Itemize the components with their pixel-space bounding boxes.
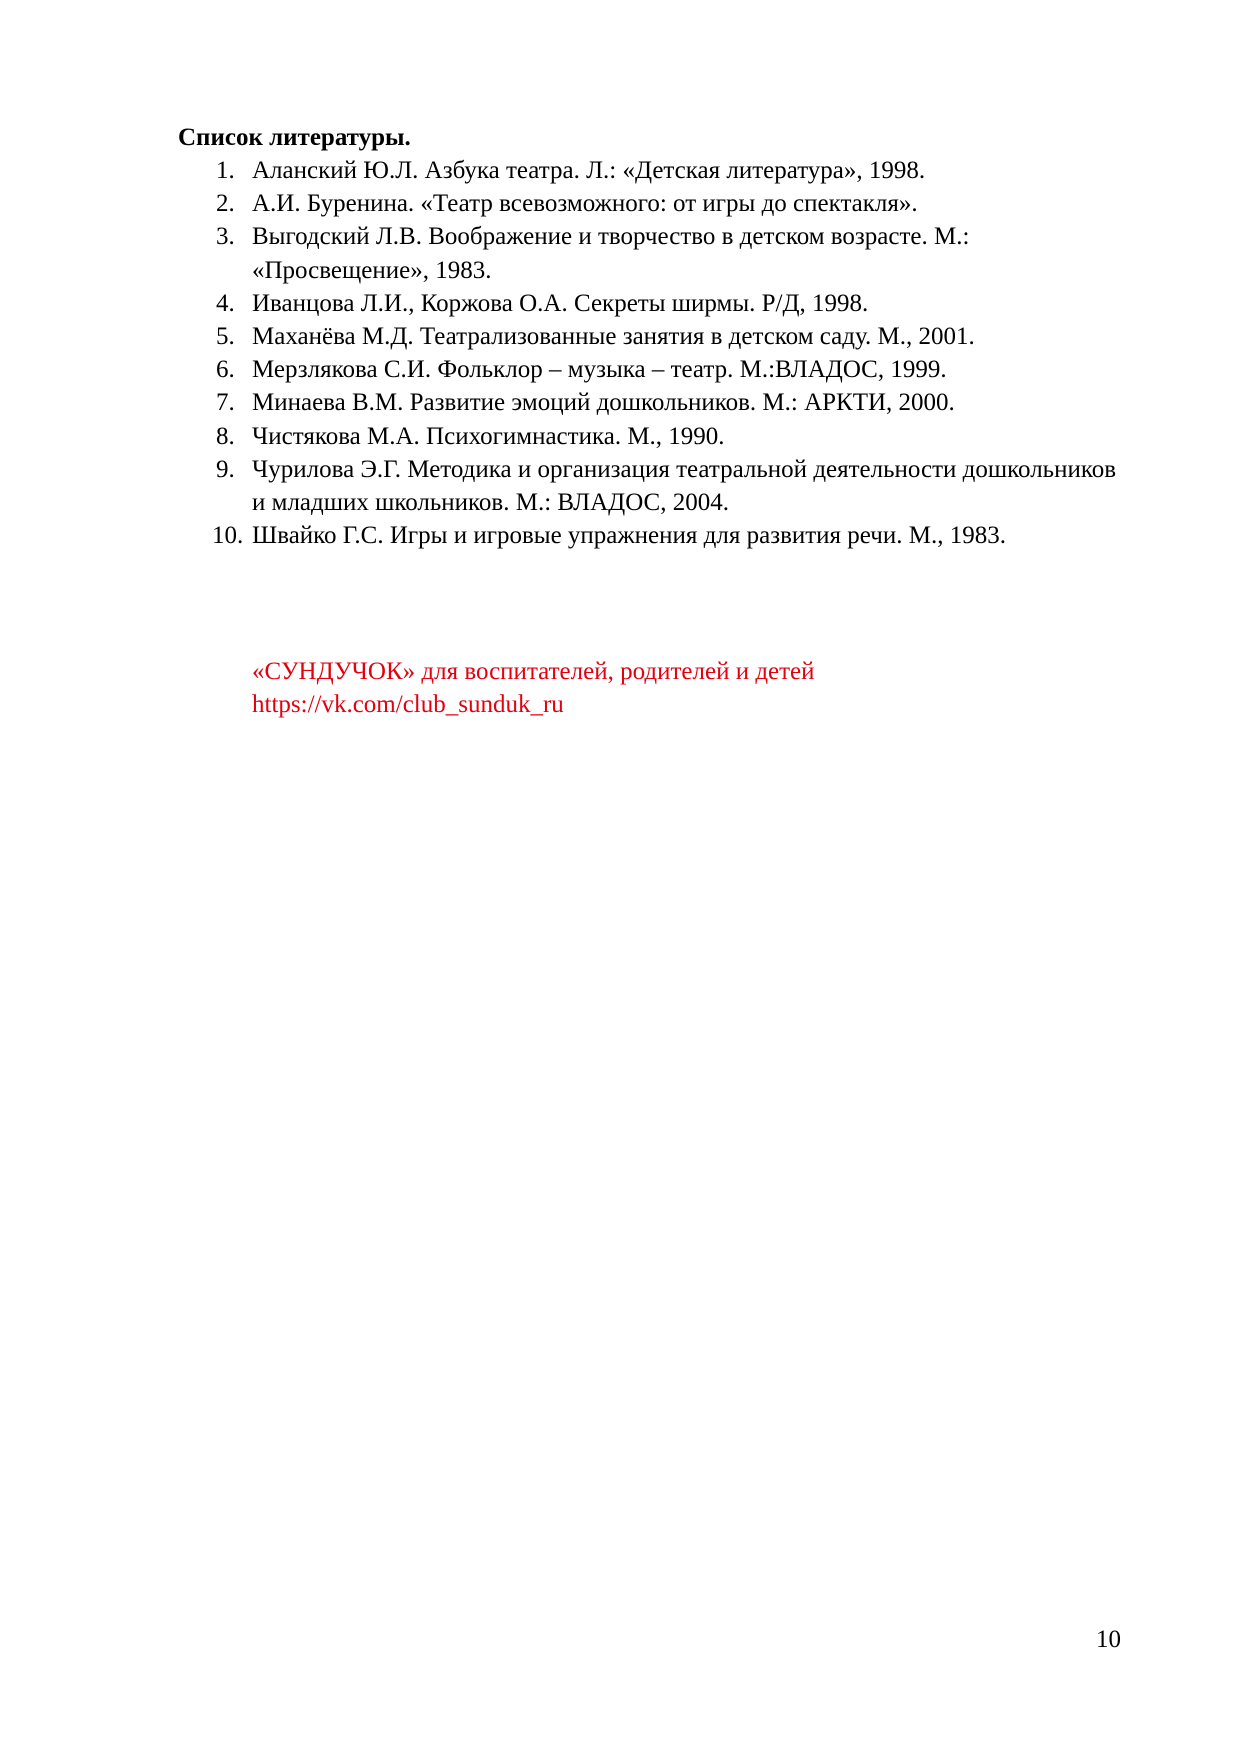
reference-item-8: [178, 420, 1118, 453]
reference-item-7: [178, 386, 1118, 419]
reference-number: 4.: [216, 289, 235, 317]
reference-text: Иванцова Л.И., Коржова О.А. Секреты ширмы. Р/Д, 1998.: [252, 289, 869, 317]
reference-text: Выгодский Л.В. Воображение и творчество в детском возрасте. М.: «Просвещение», 1983.: [252, 223, 970, 284]
reference-text: Аланский Ю.Л. Азбука театра. Л.: «Детская литература», 1998.: [252, 157, 926, 184]
reference-item-3: [178, 220, 1118, 286]
reference-number: 5.: [216, 323, 235, 351]
reference-item-9: [178, 453, 1118, 519]
reference-item-2: [178, 187, 1118, 220]
bibliography-heading: Список литературы.: [178, 124, 411, 151]
reference-text: Мерзлякова С.И. Фольклор – музыка – театр. М.:ВЛАДОС, 1999.: [252, 356, 947, 384]
reference-text: Маханёва М.Д. Театрализованные занятия в детском саду. М., 2001.: [252, 323, 975, 351]
reference-item-5: [178, 320, 1118, 353]
reference-item-1: [178, 154, 1118, 187]
reference-number: 7.: [216, 389, 235, 417]
reference-number: 6.: [216, 356, 235, 384]
promo-block: [252, 655, 815, 721]
page-number: 10: [1096, 1626, 1121, 1653]
reference-number: 2.: [216, 190, 235, 218]
reference-text: Чистякова М.А. Психогимнастика. М., 1990.: [252, 422, 725, 450]
reference-number: 8.: [216, 422, 235, 450]
promo-link[interactable]: https://vk.com/club_sunduk_ru: [252, 691, 564, 718]
reference-item-6: [178, 353, 1118, 386]
reference-list: [178, 154, 1118, 552]
promo-title: «СУНДУЧОК» для воспитателей, родителей и детей: [252, 658, 815, 685]
reference-text: Швайко Г.С. Игры и игровые упражнения для развития речи. М., 1983.: [252, 522, 1006, 550]
reference-number: 10.: [212, 522, 244, 550]
reference-item-4: [178, 287, 1118, 320]
reference-text: Чурилова Э.Г. Методика и организация театральной деятельности дошкольников и младших школьников. М.: ВЛАДОС, 2004.: [252, 455, 1117, 517]
reference-text: А.И. Буренина. «Театр всевозможного: от игры до спектакля».: [252, 190, 918, 218]
reference-number: 9.: [216, 455, 235, 483]
reference-number: 3.: [216, 223, 235, 251]
reference-number: 1.: [216, 157, 235, 184]
reference-item-10: [178, 519, 1118, 552]
reference-text: Минаева В.М. Развитие эмоций дошкольников. М.: АРКТИ, 2000.: [252, 389, 955, 417]
